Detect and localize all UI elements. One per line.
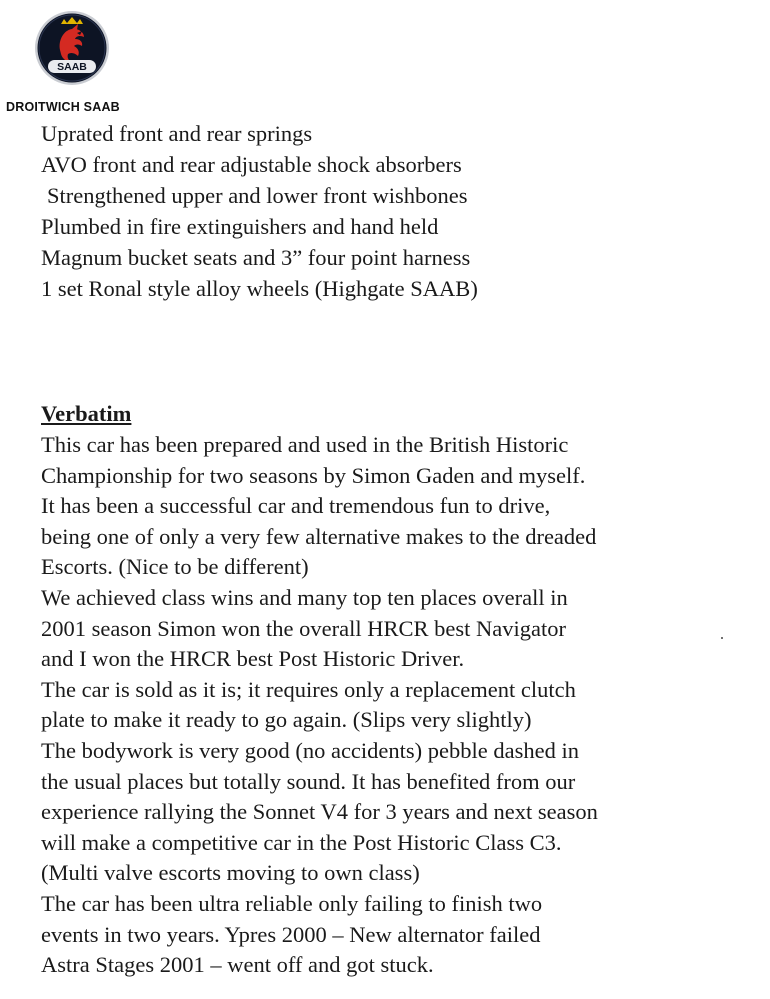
saab-logo [34, 10, 110, 86]
body-line: will make a competitive car in the Post Historic Class C3. [41, 829, 562, 855]
body-line: being one of only a very few alternative makes to the dreaded [41, 523, 597, 549]
body-line: plate to make it ready to go again. (Slips very slightly) [41, 707, 532, 733]
body-line: events in two years. Ypres 2000 – New alternator failed [41, 921, 541, 947]
scan-speck [721, 637, 723, 639]
verbatim-body [41, 430, 598, 981]
spec-item: AVO front and rear adjustable shock absorbers [41, 152, 462, 177]
logo-wordmark: SAAB [57, 61, 87, 73]
body-line: Astra Stages 2001 – went off and got stuck. [41, 952, 434, 978]
body-line: (Multi valve escorts moving to own class) [41, 860, 420, 886]
body-line: Escorts. (Nice to be different) [41, 554, 309, 580]
body-line: The car has been ultra reliable only failing to finish two [41, 890, 543, 916]
spec-item: 1 set Ronal style alloy wheels (Highgate SAAB) [41, 276, 478, 301]
body-line: We achieved class wins and many top ten places overall in [41, 584, 568, 610]
spec-list [41, 118, 478, 304]
body-line: It has been a successful car and tremendous fun to drive, [41, 493, 551, 519]
body-line: and I won the HRCR best Post Historic Driver. [41, 646, 465, 672]
body-line: 2001 season Simon won the overall HRCR best Navigator [41, 615, 566, 641]
body-line: The bodywork is very good (no accidents) pebble dashed in [41, 737, 579, 763]
dealer-name: DROITWICH SAAB [6, 100, 120, 114]
body-line: This car has been prepared and used in the British Historic [41, 432, 569, 457]
spec-item: Uprated front and rear springs [41, 121, 313, 146]
body-line: the usual places but totally sound. It has benefited from our [41, 768, 576, 794]
spec-item: Plumbed in fire extinguishers and hand held [41, 214, 439, 239]
body-line: Championship for two seasons by Simon Gaden and myself. [41, 462, 586, 488]
spec-item: Strengthened upper and lower front wishbones [47, 183, 468, 208]
body-line: The car is sold as it is; it requires only a replacement clutch [41, 676, 576, 702]
verbatim-heading: Verbatim [41, 401, 132, 426]
spec-item: Magnum bucket seats and 3” four point harness [41, 245, 471, 270]
body-line: experience rallying the Sonnet V4 for 3 years and next season [41, 799, 598, 825]
